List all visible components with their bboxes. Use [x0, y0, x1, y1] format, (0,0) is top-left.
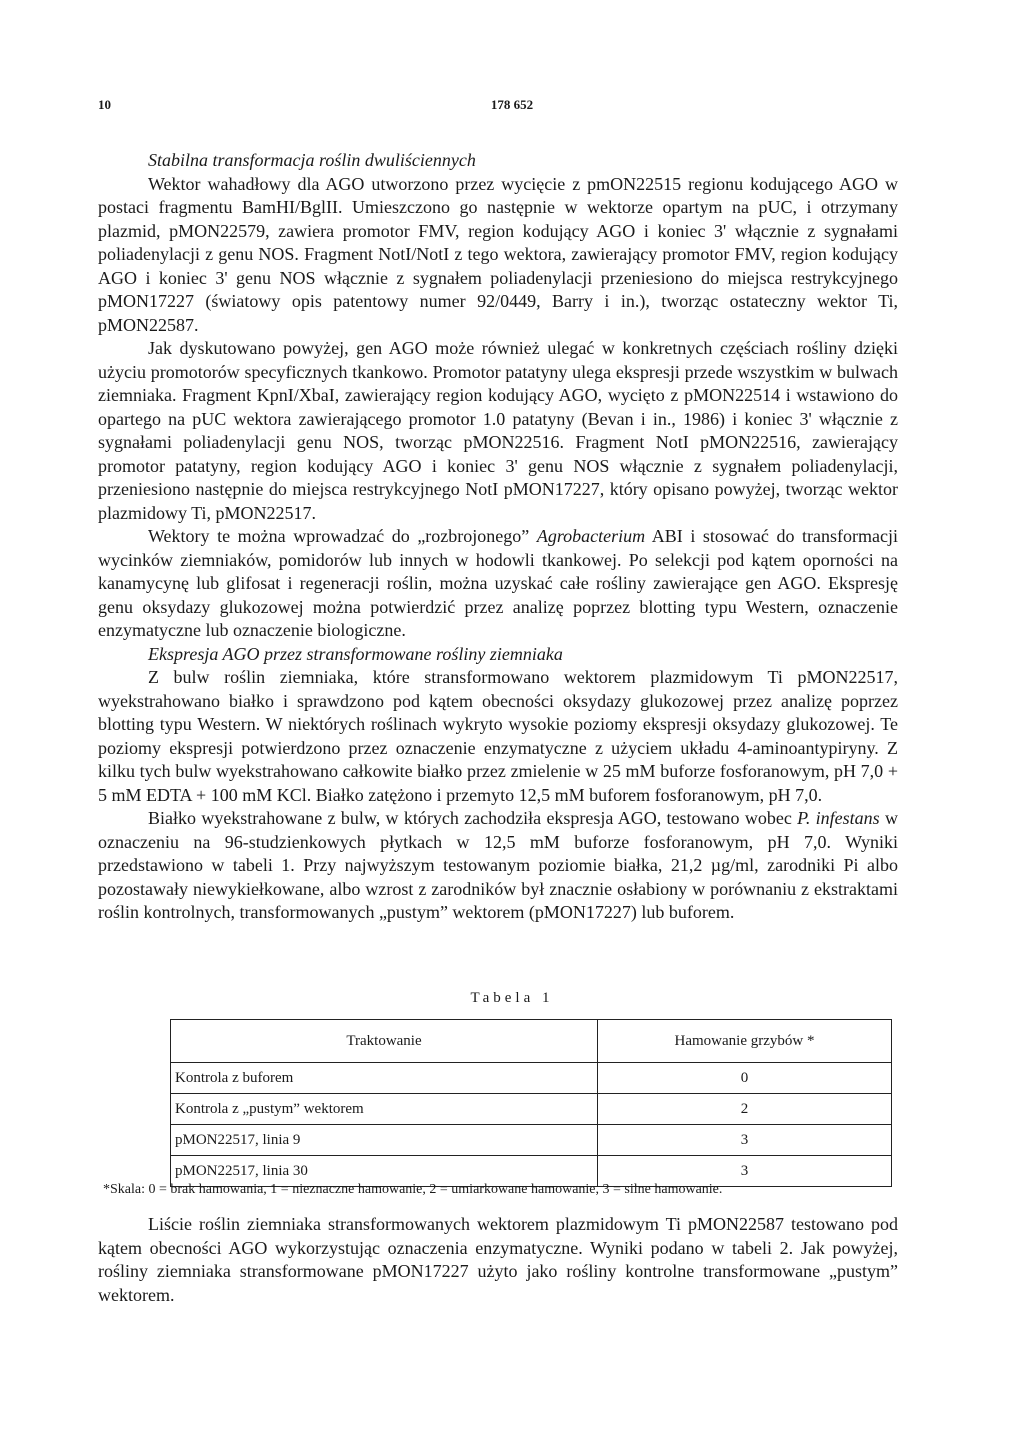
paragraph-text: Wektory te można wprowadzać do „rozbrojonego”: [148, 526, 537, 546]
table-cell-treatment: Kontrola z buforem: [171, 1063, 598, 1094]
table-cell-treatment: Kontrola z „pustym” wektorem: [171, 1094, 598, 1125]
table-row: [171, 1125, 892, 1156]
table-cell-inhibition: 3: [598, 1156, 892, 1187]
document-number: 178 652: [490, 97, 534, 112]
paragraph-infestans-assay: [98, 807, 898, 925]
paragraph-leaf-assay: Liście roślin ziemniaka stransformowanych wektorem plazmidowym Ti pMON22587 testowano pod kątem obecności AGO wykorzystując oznaczenia enzymatyczne. Wyniki podano w tabeli 2. Jak powyżej, rośliny ziemniaka stransformowane pMON17227 użyto jako rośliny kontrolne transformowane „pustym” wektorem.: [98, 1214, 898, 1305]
species-name: Agrobacterium: [536, 526, 646, 546]
column-header-inhibition: Hamowanie grzybów *: [598, 1020, 892, 1063]
paragraph-agrobacterium: [98, 525, 898, 643]
section-heading-stable-transformation: Stabilna transformacja roślin dwuliściennych: [148, 150, 476, 170]
paragraph-shuttle-vector: Wektor wahadłowy dla AGO utworzono przez wycięcie z pmON22515 regionu kodującego AGO w postaci fragmentu BamHI/BglII. Umieszczono go następnie w wektorze opartym na pUC, i otrzymany plazmid, pMON22579, zawiera promotor FMV, region kodujący AGO i koniec 3' włącznie z sygnałami poliadenylacji z genu NOS. Fragment NotI/NotI z tego wektora, zawierający promotor FMV, region kodujący AGO i koniec 3' genu NOS włącznie z sygnałem poliadenylacji przeniesiono do miejsca restrykcyjnego pMON17227 (światowy opis patentowy numer 92/0449, Barry i in.), tworząc ostateczny wektor Ti, pMON22587.: [98, 173, 898, 335]
page-number: 10: [98, 97, 111, 112]
table-row: [171, 1063, 892, 1094]
table-cell-inhibition: 0: [598, 1063, 892, 1094]
paragraph-text: Białko wyekstrahowane z bulw, w których zachodziła ekspresja AGO, testowano wobec: [148, 808, 798, 828]
closing-text: [98, 1213, 898, 1307]
main-text: [98, 149, 898, 925]
paragraph-text: w oznaczeniu na 96-studzienkowych płytkach w 12,5 mM buforze fosforanowym, pH 7,0. Wyniki przedstawiono w tabeli 1. Przy najwyższym testowanym poziomie białka, 21,2 µg/ml, zarodniki Pi albo pozostawały niewykiełkowane, albo wzrost z zarodników był znacznie osłabiony w porównaniu z ekstraktami roślin kontrolnych, transformowanych „pustym” wektorem (pMON17227) lub buforem.: [98, 808, 898, 922]
table-cell-treatment: pMON22517, linia 9: [171, 1125, 598, 1156]
paragraph-text: ABI i stosować do transformacji wycinków ziemniaków, pomidorów lub innych w hodowli tkankowej. Po selekcji pod kątem oporności na kanamycynę lub glifosat i regeneracji roślin, można uzyskać całe rośliny zawierające gen AGO. Ekspresję genu oksydazy glukozowej można potwierdzić przez analizę poprzez blotting typu Western, oznaczenie enzymatyczne lub oznaczenie biologiczne.: [98, 526, 898, 640]
table-cell-inhibition: 3: [598, 1125, 892, 1156]
table-cell-treatment: pMON22517, linia 30: [171, 1156, 598, 1187]
paragraph-tuber-extraction: Z bulw roślin ziemniaka, które stransformowano wektorem plazmidowym Ti pMON22517, wyekstrahowano białko i sprawdzono pod kątem obecności oksydazy glukozowej przez analizę poprzez blotting typu Western. W niektórych roślinach wykryto wysokie poziomy ekspresji oksydazy glukozowej. Te poziomy ekspresji potwierdzono przez oznaczenie enzymatyczne z użyciem układu 4-aminoantypiryny. Z kilku tych bulw wyekstrahowano całkowite białko przez zmielenie w 25 mM buforze fosforanowym, pH 7,0 + 5 mM EDTA + 100 mM KCl. Białko zatężono i przemyto 12,5 mM buforem fosforanowym, pH 7,0.: [98, 667, 898, 805]
paragraph-patatin-promoter: Jak dyskutowano powyżej, gen AGO może również ulegać w konkretnych częściach rośliny dzięki użyciu promotorów specyficznych tkankowo. Promotor patatyny ulega ekspresji przede wszystkim w bulwach ziemniaka. Fragment KpnI/XbaI, zawierający region kodujący AGO, wycięto z pMON22514 i wstawiono do opartego na pUC wektora zawierającego promotor 1.0 patatyny (Bevan i in., 1986) i koniec 3' włącznie z sygnałami poliadenylacji genu NOS, tworząc pMON22516. Fragment NotI pMON22516, zawierający promotor patatyny, region kodujący AGO i koniec 3' genu NOS włącznie z sygnałem poliadenylacji, przeniesiono następnie do miejsca restrykcyjnego NotI pMON17227, który opisano powyżej, tworząc wektor plazmidowy Ti, pMON22517.: [98, 338, 898, 523]
section-heading-ago-expression: Ekspresja AGO przez stransformowane rośliny ziemniaka: [148, 643, 563, 664]
table-header-row: [171, 1020, 892, 1063]
table-footnote: *Skala: 0 = brak hamowania, 1 = nieznaczne hamowanie, 2 = umiarkowane hamowanie, 3 = silne hamowanie.: [103, 1182, 723, 1197]
table-cell-inhibition: 2: [598, 1094, 892, 1125]
table-title: Tabela 1: [470, 990, 554, 1006]
column-header-treatment: Traktowanie: [171, 1020, 598, 1063]
species-name: P. infestans: [797, 808, 880, 828]
results-table: [170, 1019, 892, 1187]
table-row: [171, 1094, 892, 1125]
